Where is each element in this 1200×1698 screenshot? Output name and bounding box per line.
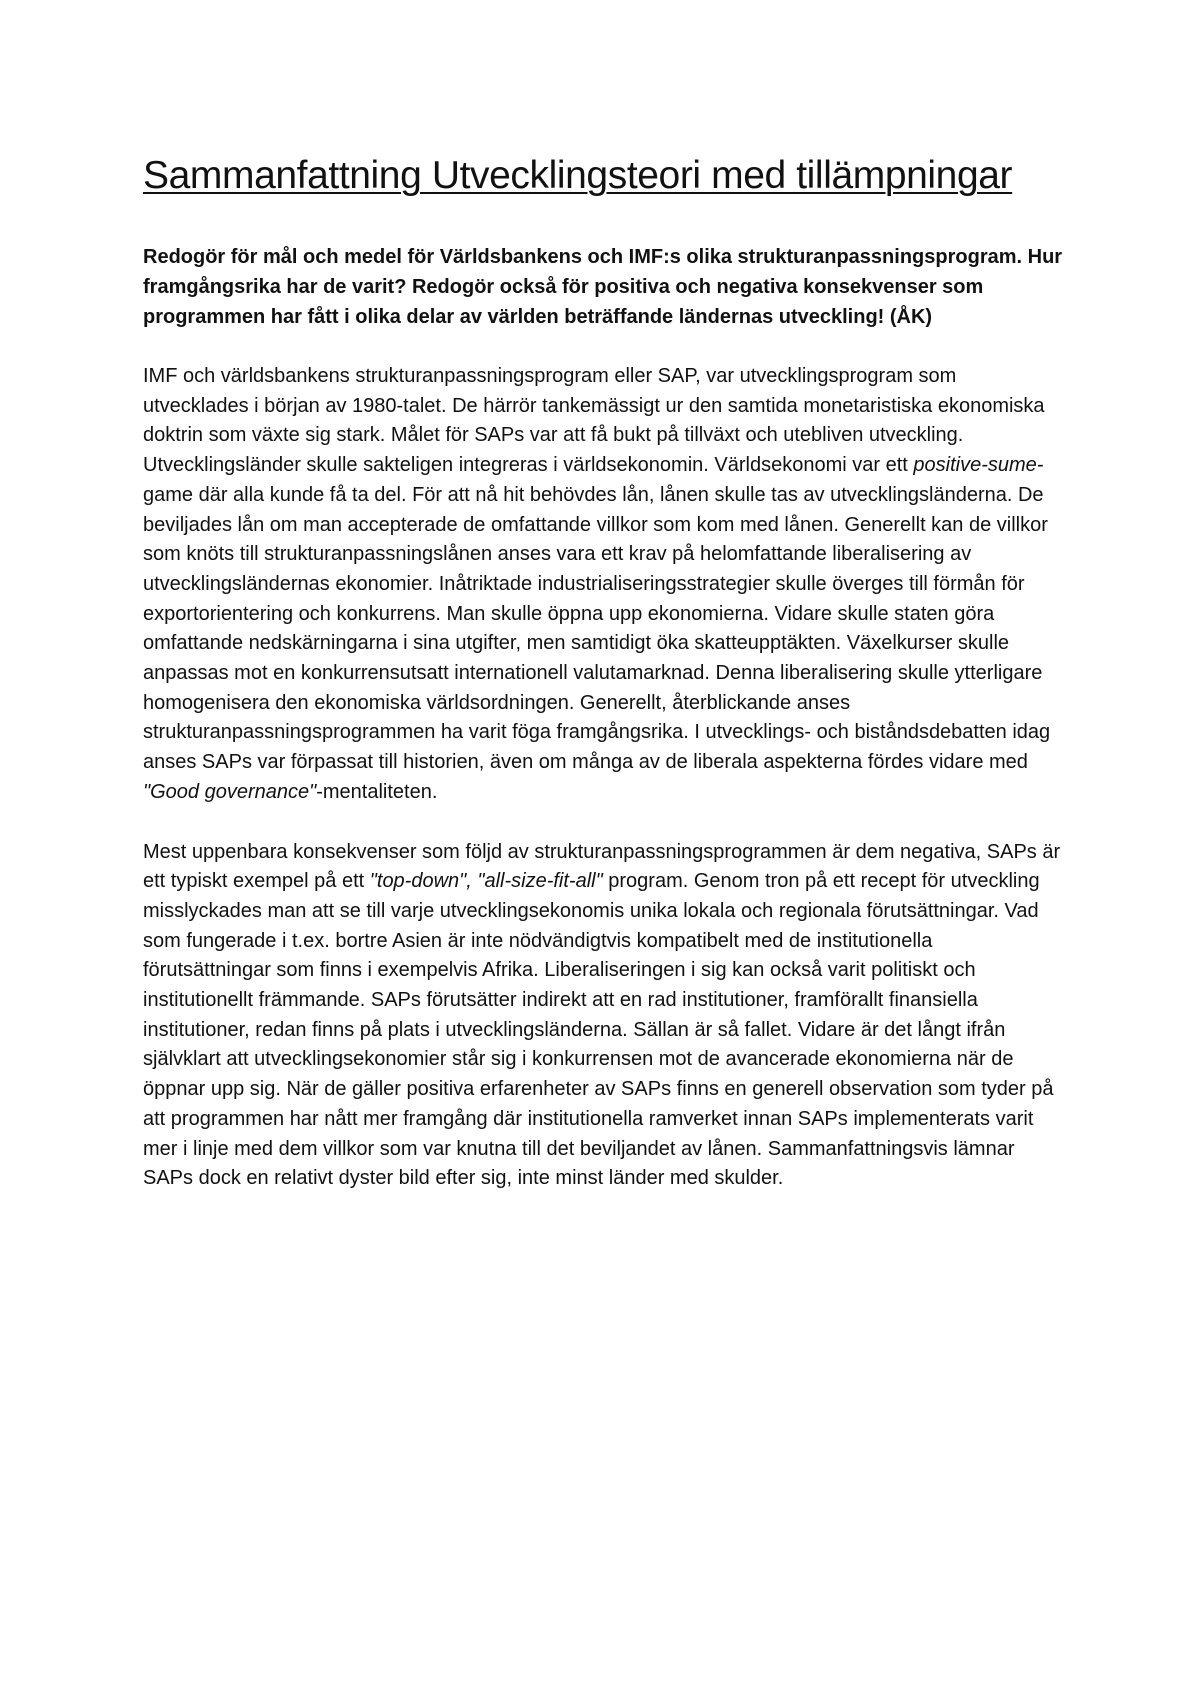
paragraph-2-text-a: Mest uppenbara konsekvenser som följd av strukturanpassningsprogrammen är dem negativa, SAPs är ett typiskt exempel på ett [143, 840, 1061, 893]
paragraph-2-italic-a: "top-down", "all-size-fit-all" [369, 870, 603, 893]
paragraph-1-text-c: -mentaliteten. [316, 780, 438, 803]
document-title: Sammanfattning Utvecklingsteori med tillämpningar [143, 154, 1013, 197]
question-paragraph: Redogör för mål och medel för Världsbankens och IMF:s olika strukturanpassningsprogram. Hur framgångsrika har de varit? Redogör också för positiva och negativa konsekvenser som programmen har fått i olika delar av världen beträffande ländernas utveckling! (ÅK) [143, 246, 1063, 328]
paragraph-1-italic-b: "Good governance" [143, 780, 317, 803]
paragraph-1-text-a: IMF och världsbankens strukturanpassningsprogram eller SAP, var utvecklingsprogram som utvecklades i början av 1980-talet. De härrör tankemässigt ur den samtida monetaristiska ekonomiska doktrin som växte sig stark. Målet för SAPs var att få bukt på tillväxt och utebliven utveckling. Utvecklingsländer skulle sakteligen integreras i världsekonomin. Världsekonomi var ett [143, 365, 1045, 477]
paragraph-2-text-b: program. Genom tron på ett recept för utveckling misslyckades man att se till varje utvecklingsekonomis unika lokala och regionala förutsättningar. Vad som fungerade i t.ex. bortre Asien är inte nödvändigtvis kompatibelt med de institutionella förutsättningar som finns i exempelvis Afrika. Liberaliseringen i sig kan också varit politiskt och institutionellt främmande. SAPs förutsätter indirekt att en rad institutioner, framförallt finansiella institutioner, redan finns på plats i utvecklingsländerna. Sällan är så fallet. Vidare är det långt ifrån självklart att utvecklingsekonomier står sig i konkurrensen mot de avancerade ekonomierna när de öppnar upp sig. När de gäller positiva erfarenheter av SAPs finns en generell observation som tyder på att programmen har nått mer framgång där institutionella ramverket innan SAPs implementerats varit mer i linje med dem villkor som var knutna till det beviljandet av lånen. Sammanfattningsvis lämnar SAPs dock en relativt dyster bild efter sig, inte minst länder med skulder. [143, 870, 1054, 1190]
paragraph-1-text-b: game där alla kunde få ta del. För att nå hit behövdes lån, lånen skulle tas av utvecklingsländerna. De beviljades lån om man accepterade de omfattande villkor som kom med lånen. Generellt kan de villkor som knöts till strukturanpassningslånen anses vara ett krav på helomfattande liberalisering av utvecklingsländernas ekonomier. Inåtriktade industrialiseringsstrategier skulle överges till förmån för exportorientering och konkurrens. Man skulle öppna upp ekonomierna. Vidare skulle staten göra omfattande nedskärningarna i sina utgifter, men samtidigt öka skatteupptäkten. Växelkurser skulle anpassas mot en konkurrensutsatt internationell valutamarknad. Denna liberalisering skulle ytterligare homogenisera den ekonomiska världsordningen. Generellt, återblickande anses strukturanpassningsprogrammen ha varit föga framgångsrika. I utvecklings- och biståndsdebatten idag anses SAPs var förpassat till historien, även om många av de liberala aspekterna fördes vidare med [143, 483, 1051, 774]
body-paragraph-1 [143, 362, 1063, 808]
document-page [143, 150, 1063, 1194]
paragraph-1-italic-a: positive-sume- [913, 454, 1044, 477]
body-paragraph-2 [143, 838, 1063, 1194]
